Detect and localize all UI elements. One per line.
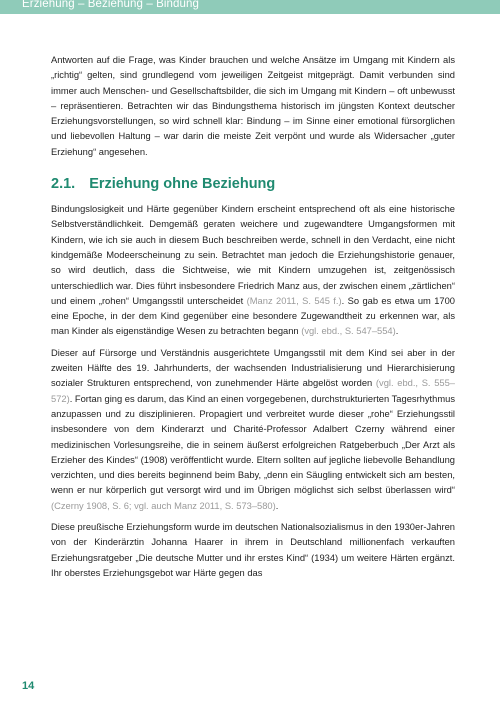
citation: (vgl. ebd., S. 555–572) bbox=[51, 378, 455, 404]
text-run: . So gab es etwa um 1700 eine Epoche, in der dem Kind gegenüber eine besondere Zugewandtheit zu erkennen war, als man Kinder als eigenständige Wesen zu betrachten begann bbox=[51, 295, 455, 337]
section-number: 2.1. bbox=[51, 176, 76, 193]
text-run: Dieser auf Fürsorge und Verständnis ausgerichtete Umgangsstil mit dem Kind sei aber in der zweiten Hälfte des 19. Jahrhunderts, der wachsenden Industrialisierung und Hierarchisierung sozialer Strukturen entsprechend, von zunehmender Härte abgelöst worden bbox=[51, 347, 455, 389]
section-heading bbox=[51, 174, 455, 194]
text-run: . Fortan ging es darum, das Kind an einen vorgegebenen, durchstrukturierten Tagesrhythmus anzupassen und zu disziplinieren. Propagiert und verbreitet wurde dieser „rohe“ Erziehungsstil insbesondere von dem Kinderarzt und Charité-Professor Adalbert Czerny während einer medizinischen Vorlesungsreihe, die in seinem äußerst erfolgreichen Ratgeberbuch „Der Arzt als Erzieher des Kindes“ (1908) veröffentlicht wurde. Eltern sollten auf jegliche liebevolle Behandlung verzichten, und dies bereits beginnend beim Baby, „denn ein Säugling entwickelt sich am besten, wenn er nur körperlich gut versorgt wird und im Übrigen möglichst sich selbst überlassen wird“ bbox=[51, 393, 455, 496]
paragraph-preussisch: Diese preußische Erziehungsform wurde im deutschen Nationalsozialismus in den 1930er-Jahren von der Kinderärztin Johanna Haarer in ihrem in Deutschland millionenfach verkauften Erziehungsratgeber „Die deutsche Mutter und ihr erstes Kind“ (1934) um weitere Härten ergänzt. Ihr oberstes Erziehungsgebot war Härte gegen das bbox=[51, 522, 455, 578]
citation: (vgl. ebd., S. 547–554) bbox=[301, 326, 396, 337]
text-run: Bindungslosigkeit und Härte gegenüber Kindern erscheint entsprechend oft als eine historische Selbstverständlichkeit. Demgemäß geraten weichere und zugewandtere Umgangsformen mit Kindern, wie ich sie auch in diesem Buch beschreiben werde, schnell in den Verdacht, eine nicht kindgemäße Modeerscheinung zu sein. Betrachtet man jedoch die Erziehungshistorie genauer, so wird deutlich, dass die Sichtweise, wie mit Kindern umzugehen ist, zeitgenössisch unterschiedlich war. Dies führt insbesondere Friedrich Manz aus, der zwischen einem „zärtlichen“ und einem „rohen“ Umgangsstil unterscheidet bbox=[51, 204, 455, 306]
paragraph-intro: Antworten auf die Frage, was Kinder brauchen und welche Ansätze im Umgang mit Kindern als „richtig“ gelten, sind grundlegend vom jeweiligen Zeitgeist mitgeprägt. Damit verbunden sind immer auch Menschen- und Gesellschaftsbilder, die sich im Umgang mit Kindern – oft unbewusst – repräsentieren. Betrachten wir das Bindungsthema historisch im jüngsten Kontext deutscher Erziehungsvorstellungen, so wird schnell klar: Bindung – im Sinne einer emotional fürsorglichen und liebevollen Haltung – war darin die meiste Zeit verpönt und wurde als Widersacher „guter Erziehung“ angesehen. bbox=[51, 55, 455, 157]
section-title: Erziehung ohne Beziehung bbox=[89, 176, 276, 193]
text-run: . bbox=[395, 326, 399, 337]
running-title: Erziehung – Beziehung – Bindung bbox=[22, 0, 200, 10]
citation: (Manz 2011, S. 545 f.) bbox=[246, 295, 342, 306]
citation: (Czerny 1908, S. 6; vgl. auch Manz 2011, S. 573–580) bbox=[51, 500, 276, 511]
page-number: 14 bbox=[22, 680, 35, 692]
running-header bbox=[0, 0, 500, 14]
paragraph-fuersorge bbox=[51, 346, 455, 514]
text-run: . bbox=[275, 500, 279, 511]
page-body bbox=[51, 53, 455, 587]
paragraph-bindungslosigkeit bbox=[51, 202, 455, 340]
